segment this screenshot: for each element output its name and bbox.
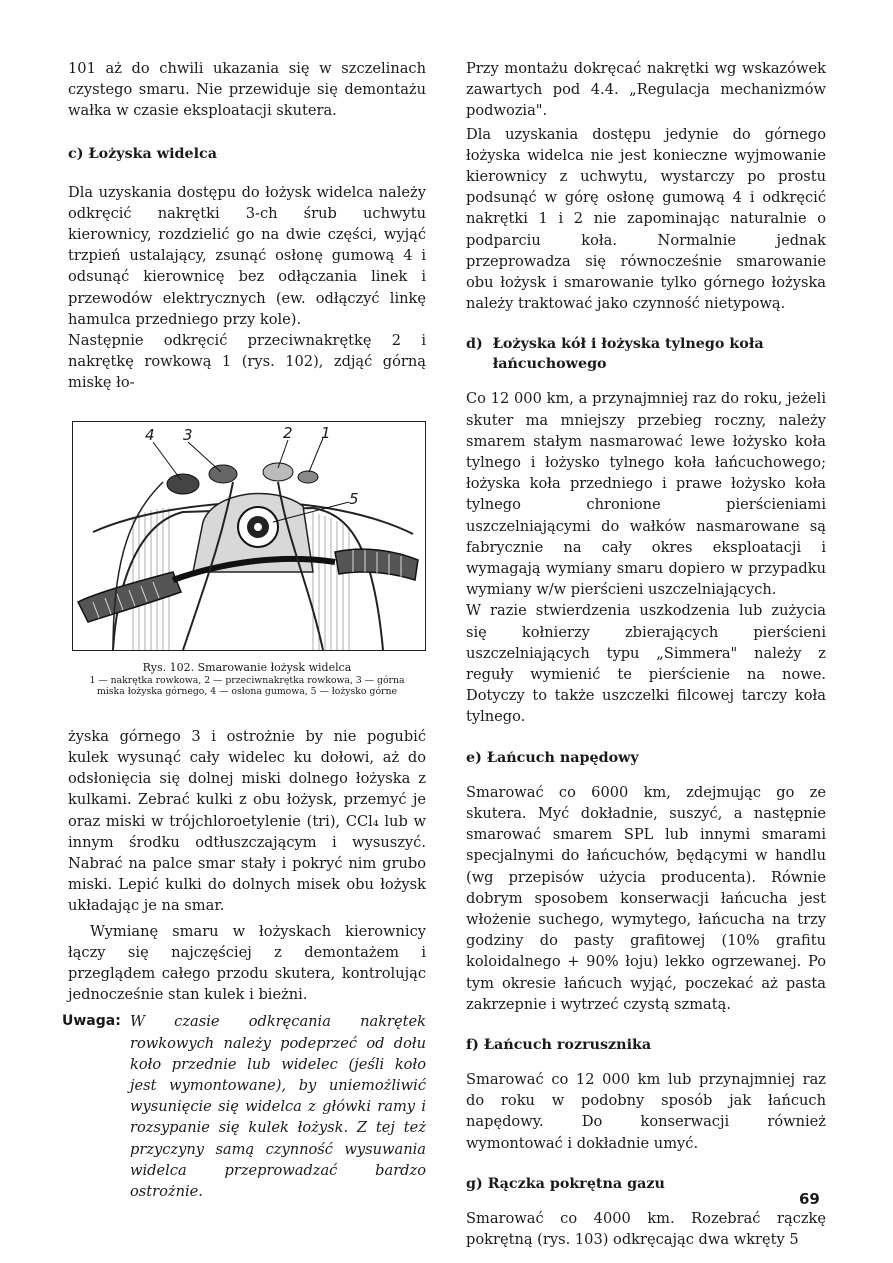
paragraph: żyska górnego 3 i ostrożnie by nie pogubić kulek wysunąć cały widelec ku dołowi, aż do odsłonięcia się dolnej miski dolnego łożyska z kulkami. Zebrać kulki z obu łożysk, przemyć je oraz miski w trójchloroetylenie (tri), CCl₄ lub w innym środku odtłuszczającym i wysuszyć. Nabrać na palce smar stały i pokryć nim grubo miski. Lepić kulki do dolnych misek obu łożysk układając je na smar. (68, 727, 426, 915)
figure-illustration (72, 421, 426, 651)
figure-label-3: 3 (183, 425, 193, 444)
paragraph: Co 12 000 km, a przynajmniej raz do roku, jeżeli skuter ma mniejszy przebieg roczny, należy smarem stałym nasmarować lewe łożysko koła tylnego i łożysko tylnego koła łańcuchowego; łożyska koła przedniego i prawe łożysko koła tylnego chronione pierścieniami uszczelniającymi do wałków nasmarowane są fabrycznie na cały okres eksploatacji i wymagają wymiany smaru dopiero w przypadku wymiany w/w pierścieni uszczelniających. (466, 390, 826, 599)
paragraph: Smarować co 4000 km. Rozebrać rączkę pokrętną (rys. 103) odkręcając dwa wkręty 5 (466, 1209, 826, 1248)
paragraph: Dla uzyskania dostępu do łożysk widelca należy odkręcić nakrętki 3-ch śrub uchwytu kierownicy, rozdzielić go na dwie części, wyjąć trzpień ustalający, zsunąć osłonę gumową 4 i odsunąć kierownicę bez odłączania linek i przewodów elektrycznych (ew. odłączyć linkę hamulca przedniego przy kole). (68, 183, 426, 328)
figure-caption-title: Rys. 102. Smarowanie łożysk widelca (142, 660, 352, 674)
note-label: Uwaga: (62, 1013, 121, 1030)
paragraph: Następnie odkręcić przeciwnakrętkę 2 i nakrętkę rowkową 1 (rys. 102), zdjąć górną miskę ło- (68, 332, 426, 392)
note-text: W czasie odkręcania nakrętek rowkowych należy podeprzeć od dołu koło przednie lub widelec (jeśli koło jest wymontowane), by uniemożliwić wysunięcie się widelca z główki ramy i rozsypanie się kulek łożysk. Z tej też przyczyny samą czynność wysuwania widelca przeprowadzać bardzo ostrożnie. (130, 1013, 426, 1201)
page-number: 69 (799, 1190, 820, 1208)
paragraph: Wymianę smaru w łożyskach kierownicy łączy się najczęściej z demontażem i przeglądem całego przodu skutera, kontrolując jednocześnie stan kulek i bieżni. (68, 922, 426, 1004)
section-heading-e (466, 748, 826, 768)
section-label: e) (466, 749, 482, 766)
paragraph: Smarować co 6000 km, zdejmując go ze skutera. Myć dokładnie, suszyć, a następnie smarować smarem SPL lub innymi smarami specjalnymi do łańcuchów, będącymi w handlu (wg przepisów użycia producenta). Równie dobrym sposobem konserwacji łańcucha jest włożenie suchego, wymytego, łańcucha na trzy godziny do pasty grafitowej (10% grafitu koloidalnego + 90% łoju) lekko ogrzewanej. Po tym okresie łańcuch wyjąć, poczekać aż pasta zakrzepnie i wytrzeć czystą szmatą. (466, 783, 826, 1013)
section-title: Łożyska widelca (88, 145, 218, 162)
section-heading-g (466, 1174, 826, 1194)
left-column (62, 58, 426, 1202)
paragraph: Smarować co 12 000 km lub przynajmniej raz do roku w podobny sposób jak łańcuch napędowy. Do konserwacji również wymontować i dokładnie umyć. (466, 1070, 826, 1152)
note-block (62, 1011, 426, 1202)
section-title: Rączka pokrętna gazu (487, 1175, 665, 1192)
handlebar-drawing (73, 422, 425, 650)
right-column (466, 58, 826, 1250)
section-title: Łożyska kół i łożyska tylnego koła łańcuchowego (492, 336, 764, 373)
figure-label-1: 1 (321, 423, 331, 442)
section-heading-c (68, 144, 426, 164)
section-heading-f (466, 1035, 826, 1055)
section-label: c) (68, 145, 84, 162)
figure-label-4: 4 (145, 425, 155, 444)
figure-label-2: 2 (283, 423, 293, 442)
section-label: d) (466, 336, 483, 353)
section-title: Łańcuch rozrusznika (483, 1036, 652, 1053)
paragraph: Przy montażu dokręcać nakrętki wg wskazówek zawartych pod 4.4. „Regulacja mechanizmów podwozia". (466, 60, 826, 120)
section-label: g) (466, 1175, 483, 1192)
figure-caption-legend: 1 — nakrętka rowkowa, 2 — przeciwnakrętka rowkowa, 3 — górna miska łożyska górnego, 4 — osłona gumowa, 5 — łożysko górne (89, 674, 405, 698)
paragraph: 101 aż do chwili ukazania się w szczelinach czystego smaru. Nie przewiduje się demontażu wałka w czasie eksploatacji skutera. (68, 60, 426, 120)
section-title: Łańcuch napędowy (486, 749, 639, 766)
figure-label-5: 5 (349, 489, 359, 508)
paragraph: W razie stwierdzenia uszkodzenia lub zużycia się kołnierzy zbierających pierścieni uszczelniających typu „Simmera" należy z reguły wymienić te pierścienie na nowe. Dotyczy to także uszczelki filcowej tarczy koła tylnego. (466, 602, 826, 726)
section-heading-d (466, 334, 826, 374)
section-label: f) (466, 1036, 479, 1053)
paragraph: Dla uzyskania dostępu jedynie do górnego łożyska widelca nie jest konieczne wyjmowanie kierownicy z uchwytu, wystarczy po prostu podsunąć w górę osłonę gumową 4 i odkręcić nakrętki 1 i 2 nie zapominając naturalnie o podparciu koła. Normalnie jednak przeprowadza się równocześnie smarowanie obu łożysk i smarowanie tylko górnego łożyska należy traktować jako czynność nietypową. (466, 125, 826, 313)
